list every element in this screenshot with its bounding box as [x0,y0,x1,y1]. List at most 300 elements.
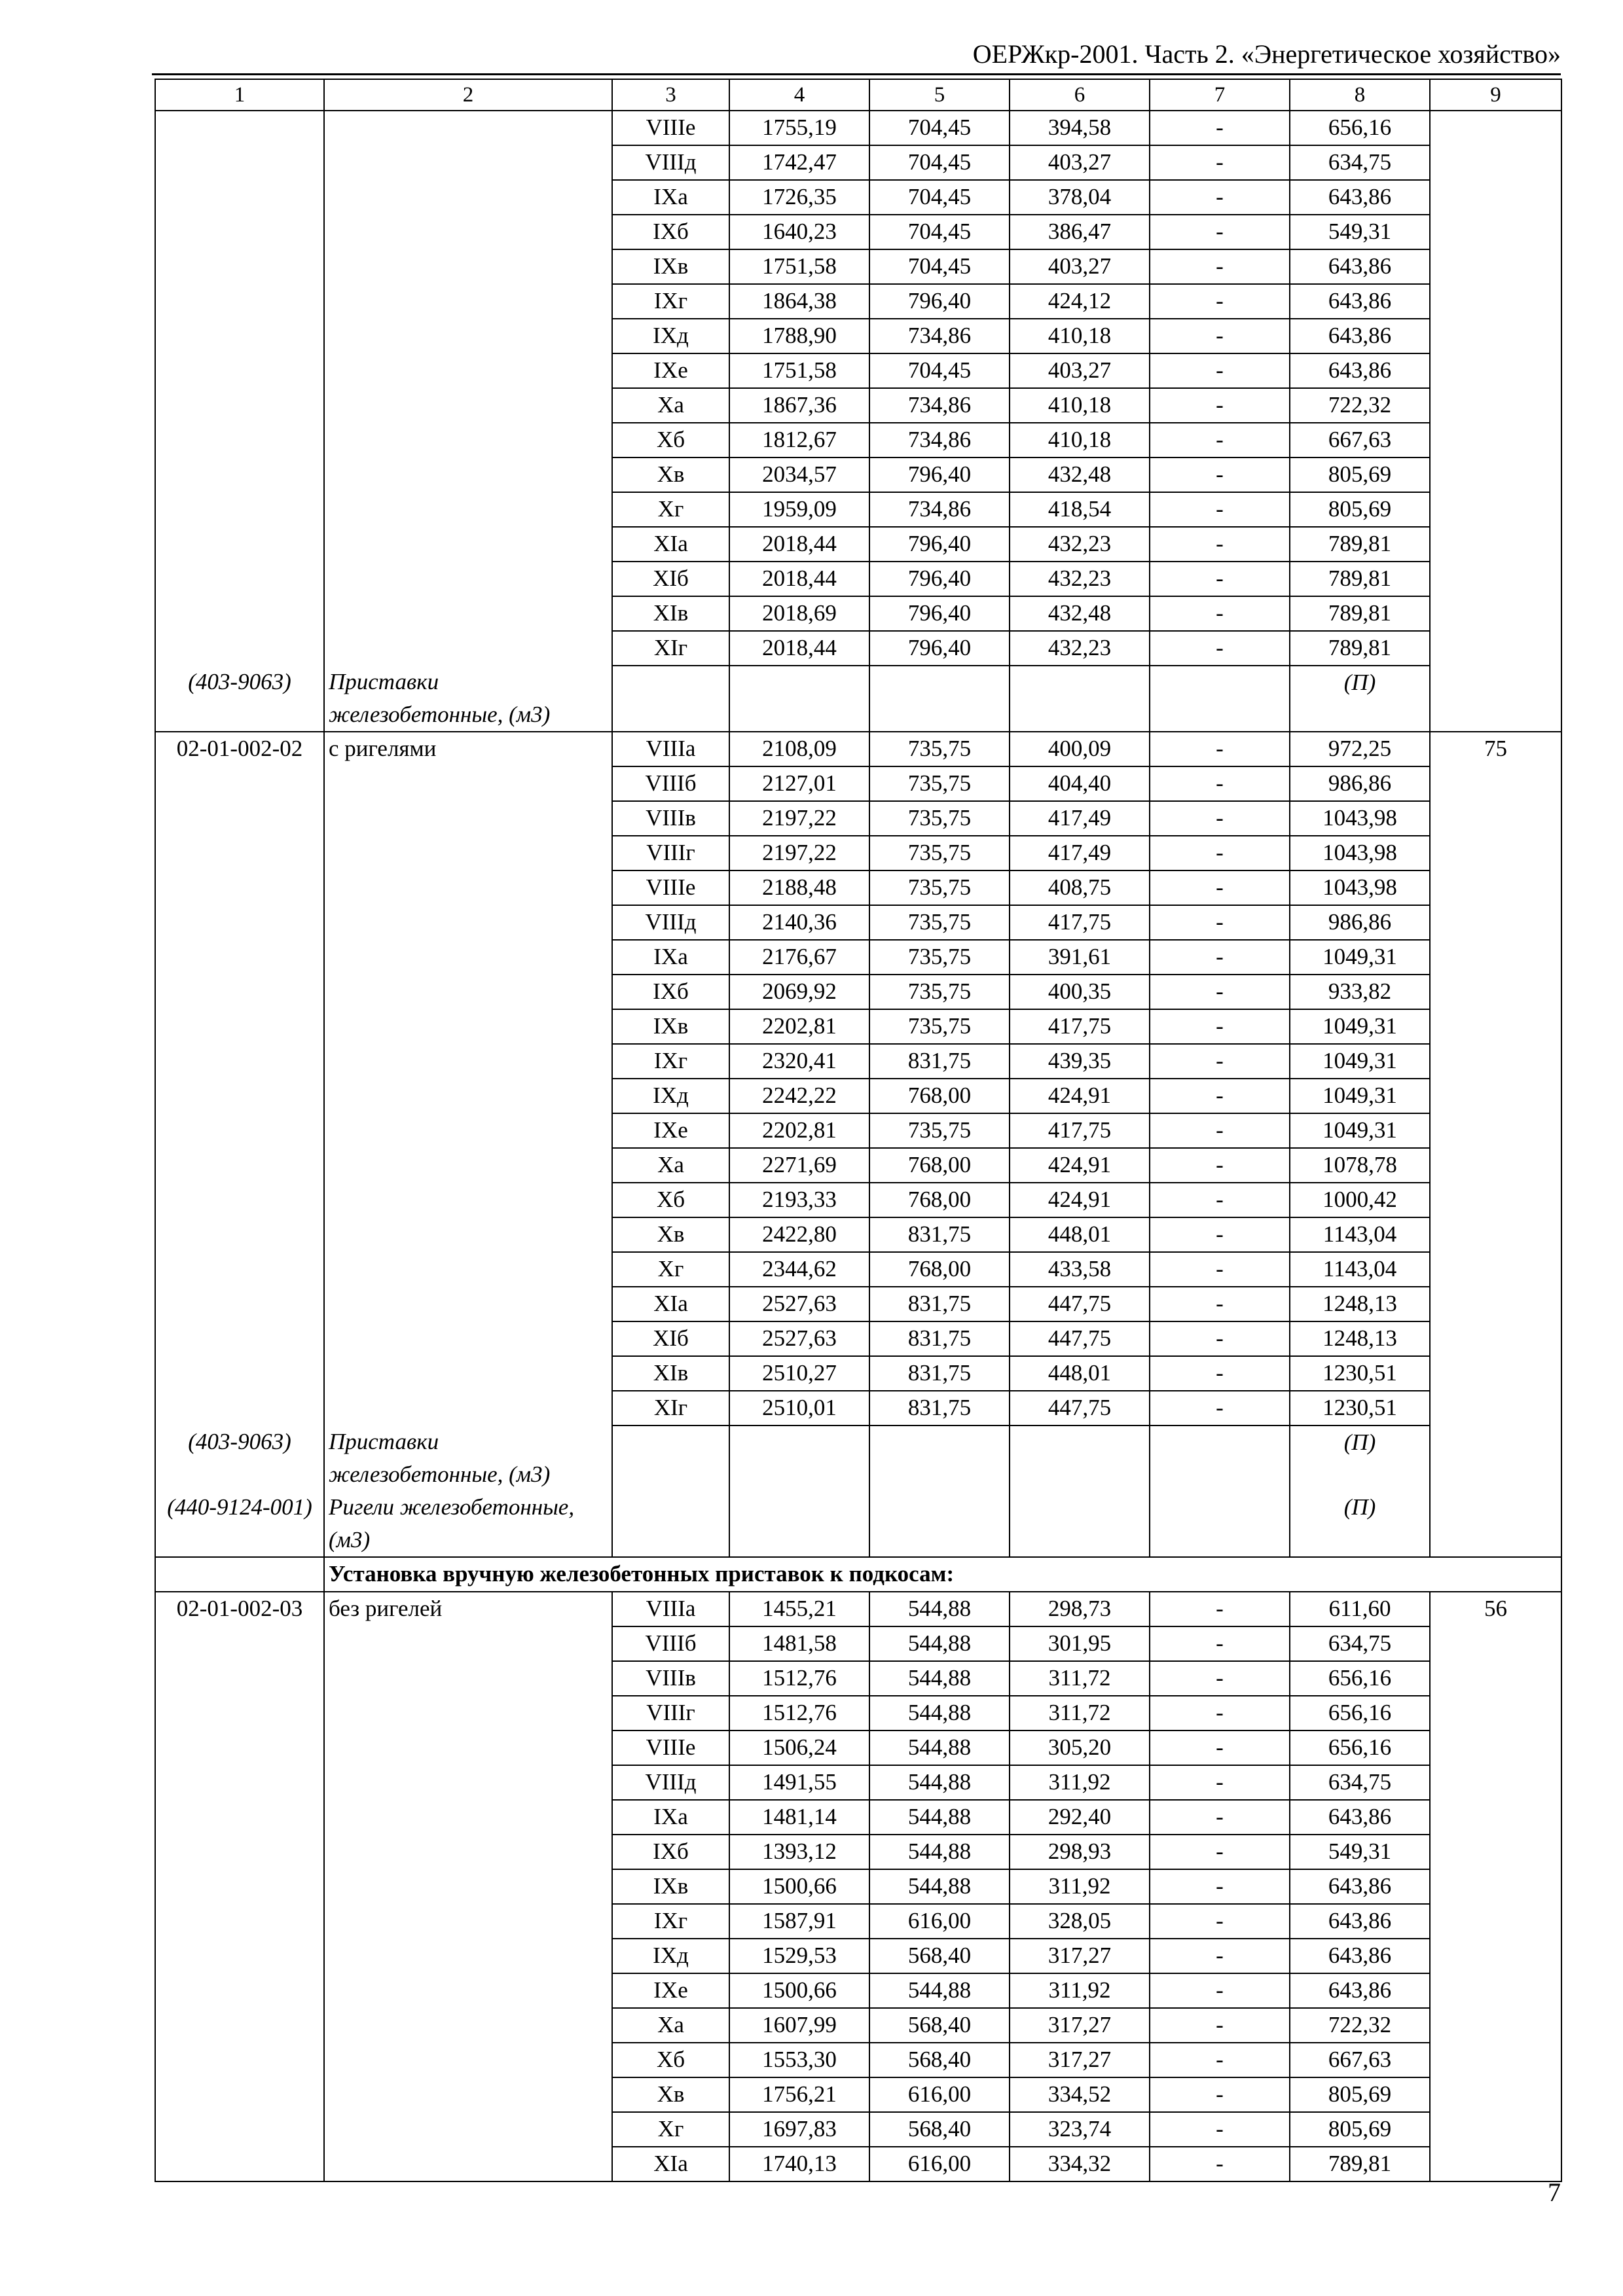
resource-name-cell: Приставки железобетонные, (м3) [324,1426,612,1491]
materials-cell: 643,86 [1290,353,1430,388]
materials-cell: 1049,31 [1290,940,1430,975]
section-title-row [155,1557,1561,1592]
machines-cell: 410,18 [1010,423,1150,457]
wages-cell: 735,75 [869,732,1010,766]
materials-cell: 1230,51 [1290,1391,1430,1426]
machines-cell: 432,23 [1010,527,1150,562]
drivers-wages-cell: - [1150,1835,1290,1869]
column-number-1: 1 [155,79,324,111]
drivers-wages-cell: - [1150,562,1290,596]
total-cost-cell: 2188,48 [729,870,869,905]
group-cell: XIг [612,631,729,666]
wages-cell: 544,88 [869,1869,1010,1904]
table-row [155,1592,1561,1626]
machines-cell: 417,75 [1010,1009,1150,1044]
drivers-wages-cell: - [1150,2077,1290,2112]
drivers-wages-cell: - [1150,1973,1290,2008]
total-cost-cell: 2034,57 [729,457,869,492]
group-cell: Xб [612,2043,729,2077]
materials-cell: 643,86 [1290,319,1430,353]
wages-cell: 704,45 [869,249,1010,284]
empty-cell [155,1557,324,1592]
wages-cell: 544,88 [869,1592,1010,1626]
materials-cell: 643,86 [1290,249,1430,284]
total-cost-cell: 2344,62 [729,1252,869,1287]
group-cell: XIб [612,562,729,596]
machines-cell: 424,91 [1010,1148,1150,1183]
materials-cell: 1043,98 [1290,801,1430,836]
group-cell: Xа [612,1148,729,1183]
group-cell: VIIIг [612,836,729,870]
materials-cell: 549,31 [1290,1835,1430,1869]
empty-cell [729,1426,869,1491]
wages-cell: 704,45 [869,353,1010,388]
group-cell: Xг [612,1252,729,1287]
norm-name-cell [324,111,612,666]
materials-cell: 1043,98 [1290,870,1430,905]
drivers-wages-cell: - [1150,1044,1290,1079]
total-cost-cell: 2527,63 [729,1287,869,1321]
machines-cell: 417,75 [1010,905,1150,940]
wages-cell: 796,40 [869,527,1010,562]
wages-cell: 568,40 [869,2043,1010,2077]
drivers-wages-cell: - [1150,1113,1290,1148]
machines-cell: 417,75 [1010,1113,1150,1148]
group-cell: VIIIе [612,1731,729,1765]
machines-cell: 400,09 [1010,732,1150,766]
group-cell: XIб [612,1321,729,1356]
materials-cell: 722,32 [1290,2008,1430,2043]
table-row [155,732,1561,766]
machines-cell: 424,91 [1010,1079,1150,1113]
norm-name-cell: с ригелями [324,732,612,1426]
wages-cell: 796,40 [869,457,1010,492]
drivers-wages-cell: - [1150,1696,1290,1731]
group-cell: IXа [612,940,729,975]
wages-cell: 796,40 [869,631,1010,666]
total-cost-cell: 1751,58 [729,249,869,284]
machines-cell: 448,01 [1010,1356,1150,1391]
drivers-wages-cell: - [1150,1939,1290,1973]
drivers-wages-cell: - [1150,284,1290,319]
drivers-wages-cell: - [1150,766,1290,801]
empty-cell [612,1491,729,1557]
total-cost-cell: 2242,22 [729,1079,869,1113]
materials-cell: 643,86 [1290,284,1430,319]
labor-cost-cell: 75 [1430,732,1561,1557]
total-cost-cell: 2127,01 [729,766,869,801]
total-cost-cell: 2193,33 [729,1183,869,1217]
wages-cell: 831,75 [869,1217,1010,1252]
drivers-wages-cell: - [1150,1904,1290,1939]
drivers-wages-cell: - [1150,319,1290,353]
machines-cell: 298,93 [1010,1835,1150,1869]
norm-code-cell: 02-01-002-03 [155,1592,324,2181]
machines-cell: 417,49 [1010,836,1150,870]
materials-cell: 789,81 [1290,527,1430,562]
wages-cell: 734,86 [869,423,1010,457]
total-cost-cell: 2176,67 [729,940,869,975]
column-numbers-row [155,79,1561,111]
total-cost-cell: 1587,91 [729,1904,869,1939]
machines-cell: 432,48 [1010,596,1150,631]
group-cell: IXг [612,284,729,319]
resource-mark-cell: (П) [1290,1491,1430,1557]
labor-cost-cell: 56 [1430,1592,1561,2181]
machines-cell: 305,20 [1010,1731,1150,1765]
drivers-wages-cell: - [1150,492,1290,527]
wages-cell: 735,75 [869,1113,1010,1148]
machines-cell: 424,12 [1010,284,1150,319]
empty-cell [1010,1491,1150,1557]
norm-code-cell: 02-01-002-02 [155,732,324,1426]
drivers-wages-cell: - [1150,1217,1290,1252]
wages-cell: 544,88 [869,1626,1010,1661]
total-cost-cell: 2510,01 [729,1391,869,1426]
column-number-9: 9 [1430,79,1561,111]
wages-cell: 544,88 [869,1731,1010,1765]
drivers-wages-cell: - [1150,1765,1290,1800]
group-cell: VIIIв [612,801,729,836]
resource-code-cell: (403-9063) [155,1426,324,1491]
labor-cost-cell [1430,111,1561,732]
total-cost-cell: 1788,90 [729,319,869,353]
group-cell: Xа [612,388,729,423]
total-cost-cell: 1742,47 [729,145,869,180]
wages-cell: 704,45 [869,215,1010,249]
machines-cell: 448,01 [1010,1217,1150,1252]
total-cost-cell: 1512,76 [729,1696,869,1731]
machines-cell: 323,74 [1010,2112,1150,2147]
group-cell: Xг [612,492,729,527]
wages-cell: 735,75 [869,870,1010,905]
materials-cell: 643,86 [1290,180,1430,215]
group-cell: VIIIб [612,766,729,801]
drivers-wages-cell: - [1150,249,1290,284]
column-number-3: 3 [612,79,729,111]
machines-cell: 408,75 [1010,870,1150,905]
materials-cell: 1000,42 [1290,1183,1430,1217]
machines-cell: 311,92 [1010,1973,1150,2008]
drivers-wages-cell: - [1150,975,1290,1009]
wages-cell: 704,45 [869,111,1010,145]
materials-cell: 789,81 [1290,631,1430,666]
machines-cell: 418,54 [1010,492,1150,527]
group-cell: XIа [612,1287,729,1321]
group-cell: IXв [612,249,729,284]
empty-cell [869,666,1010,732]
materials-cell: 1248,13 [1290,1287,1430,1321]
drivers-wages-cell: - [1150,905,1290,940]
total-cost-cell: 1553,30 [729,2043,869,2077]
machines-cell: 424,91 [1010,1183,1150,1217]
materials-cell: 1230,51 [1290,1356,1430,1391]
total-cost-cell: 1864,38 [729,284,869,319]
drivers-wages-cell: - [1150,457,1290,492]
machines-cell: 394,58 [1010,111,1150,145]
total-cost-cell: 2108,09 [729,732,869,766]
wages-cell: 616,00 [869,2077,1010,2112]
page-header-title: ОЕРЖкр-2001. Часть 2. «Энергетическое хозяйство» [972,39,1561,69]
group-cell: Xб [612,423,729,457]
wages-cell: 568,40 [869,1939,1010,1973]
resource-name-cell: Приставки железобетонные, (м3) [324,666,612,732]
group-cell: IXб [612,1835,729,1869]
wages-cell: 735,75 [869,766,1010,801]
group-cell: Xг [612,2112,729,2147]
wages-cell: 568,40 [869,2008,1010,2043]
group-cell: VIIIе [612,111,729,145]
materials-cell: 789,81 [1290,562,1430,596]
materials-cell: 656,16 [1290,1731,1430,1765]
materials-cell: 634,75 [1290,1626,1430,1661]
materials-cell: 1143,04 [1290,1217,1430,1252]
wages-cell: 735,75 [869,975,1010,1009]
total-cost-cell: 1755,19 [729,111,869,145]
materials-cell: 1248,13 [1290,1321,1430,1356]
machines-cell: 410,18 [1010,319,1150,353]
drivers-wages-cell: - [1150,145,1290,180]
materials-cell: 986,86 [1290,905,1430,940]
drivers-wages-cell: - [1150,1148,1290,1183]
total-cost-cell: 1751,58 [729,353,869,388]
norm-name-cell: без ригелей [324,1592,612,2181]
wages-cell: 796,40 [869,284,1010,319]
total-cost-cell: 1481,14 [729,1800,869,1835]
drivers-wages-cell: - [1150,1287,1290,1321]
total-cost-cell: 1756,21 [729,2077,869,2112]
total-cost-cell: 1812,67 [729,423,869,457]
group-cell: IXб [612,215,729,249]
wages-cell: 735,75 [869,801,1010,836]
empty-cell [1150,666,1290,732]
total-cost-cell: 2197,22 [729,801,869,836]
column-number-6: 6 [1010,79,1150,111]
total-cost-cell: 2018,44 [729,527,869,562]
empty-cell [1010,1426,1150,1491]
total-cost-cell: 2271,69 [729,1148,869,1183]
group-cell: Xб [612,1183,729,1217]
materials-cell: 805,69 [1290,457,1430,492]
empty-cell [729,666,869,732]
total-cost-cell: 1697,83 [729,2112,869,2147]
machines-cell: 432,23 [1010,562,1150,596]
wages-cell: 796,40 [869,596,1010,631]
total-cost-cell: 1607,99 [729,2008,869,2043]
group-cell: VIIIд [612,905,729,940]
group-cell: VIIIа [612,732,729,766]
group-cell: IXе [612,1113,729,1148]
materials-cell: 789,81 [1290,596,1430,631]
drivers-wages-cell: - [1150,2043,1290,2077]
column-number-8: 8 [1290,79,1430,111]
total-cost-cell: 1726,35 [729,180,869,215]
header-rule [152,73,1561,75]
column-number-5: 5 [869,79,1010,111]
group-cell: XIа [612,527,729,562]
total-cost-cell: 1500,66 [729,1973,869,2008]
resource-row [155,1491,1561,1557]
wages-cell: 544,88 [869,1835,1010,1869]
total-cost-cell: 1959,09 [729,492,869,527]
group-cell: IXа [612,180,729,215]
column-number-4: 4 [729,79,869,111]
group-cell: Xв [612,2077,729,2112]
group-cell: XIв [612,1356,729,1391]
materials-cell: 643,86 [1290,1973,1430,2008]
empty-cell [1150,1491,1290,1557]
wages-cell: 704,45 [869,145,1010,180]
drivers-wages-cell: - [1150,215,1290,249]
materials-cell: 1049,31 [1290,1079,1430,1113]
total-cost-cell: 2140,36 [729,905,869,940]
resource-row [155,1426,1561,1491]
total-cost-cell: 1867,36 [729,388,869,423]
group-cell: VIIIг [612,1696,729,1731]
drivers-wages-cell: - [1150,1183,1290,1217]
group-cell: Xв [612,1217,729,1252]
column-number-2: 2 [324,79,612,111]
wages-cell: 734,86 [869,492,1010,527]
drivers-wages-cell: - [1150,2147,1290,2181]
total-cost-cell: 1455,21 [729,1592,869,1626]
drivers-wages-cell: - [1150,870,1290,905]
machines-cell: 403,27 [1010,249,1150,284]
group-cell: XIг [612,1391,729,1426]
wages-cell: 734,86 [869,319,1010,353]
machines-cell: 432,48 [1010,457,1150,492]
wages-cell: 831,75 [869,1044,1010,1079]
wages-cell: 768,00 [869,1079,1010,1113]
materials-cell: 643,86 [1290,1869,1430,1904]
machines-cell: 403,27 [1010,353,1150,388]
total-cost-cell: 1491,55 [729,1765,869,1800]
machines-cell: 417,49 [1010,801,1150,836]
machines-cell: 378,04 [1010,180,1150,215]
machines-cell: 433,58 [1010,1252,1150,1287]
total-cost-cell: 1393,12 [729,1835,869,1869]
wages-cell: 735,75 [869,905,1010,940]
table-body [155,79,1561,2181]
machines-cell: 328,05 [1010,1904,1150,1939]
column-number-7: 7 [1150,79,1290,111]
wages-cell: 544,88 [869,1765,1010,1800]
materials-cell: 805,69 [1290,2112,1430,2147]
total-cost-cell: 1640,23 [729,215,869,249]
group-cell: Xв [612,457,729,492]
total-cost-cell: 1740,13 [729,2147,869,2181]
total-cost-cell: 2422,80 [729,1217,869,1252]
total-cost-cell: 2069,92 [729,975,869,1009]
group-cell: Xа [612,2008,729,2043]
drivers-wages-cell: - [1150,111,1290,145]
materials-cell: 643,86 [1290,1800,1430,1835]
norms-table [155,79,1562,2182]
group-cell: IXе [612,1973,729,2008]
group-cell: IXа [612,1800,729,1835]
table-row [155,111,1561,145]
group-cell: IXд [612,1939,729,1973]
drivers-wages-cell: - [1150,1321,1290,1356]
materials-cell: 643,86 [1290,1939,1430,1973]
drivers-wages-cell: - [1150,1869,1290,1904]
machines-cell: 301,95 [1010,1626,1150,1661]
drivers-wages-cell: - [1150,1252,1290,1287]
materials-cell: 634,75 [1290,1765,1430,1800]
resource-row [155,666,1561,732]
group-cell: IXд [612,319,729,353]
machines-cell: 410,18 [1010,388,1150,423]
total-cost-cell: 2018,44 [729,631,869,666]
page-number: 7 [1548,2178,1561,2207]
drivers-wages-cell: - [1150,2008,1290,2043]
drivers-wages-cell: - [1150,1391,1290,1426]
materials-cell: 549,31 [1290,215,1430,249]
wages-cell: 544,88 [869,1661,1010,1696]
drivers-wages-cell: - [1150,423,1290,457]
drivers-wages-cell: - [1150,1661,1290,1696]
materials-cell: 805,69 [1290,492,1430,527]
materials-cell: 656,16 [1290,1696,1430,1731]
empty-cell [1010,666,1150,732]
drivers-wages-cell: - [1150,836,1290,870]
materials-cell: 1049,31 [1290,1044,1430,1079]
materials-cell: 611,60 [1290,1592,1430,1626]
wages-cell: 768,00 [869,1252,1010,1287]
materials-cell: 1043,98 [1290,836,1430,870]
materials-cell: 667,63 [1290,423,1430,457]
group-cell: IXе [612,353,729,388]
machines-cell: 386,47 [1010,215,1150,249]
group-cell: IXб [612,975,729,1009]
total-cost-cell: 1512,76 [729,1661,869,1696]
machines-cell: 447,75 [1010,1321,1150,1356]
machines-cell: 311,92 [1010,1765,1150,1800]
materials-cell: 986,86 [1290,766,1430,801]
drivers-wages-cell: - [1150,1592,1290,1626]
wages-cell: 831,75 [869,1391,1010,1426]
drivers-wages-cell: - [1150,1009,1290,1044]
materials-cell: 805,69 [1290,2077,1430,2112]
group-cell: IXд [612,1079,729,1113]
materials-cell: 643,86 [1290,1904,1430,1939]
resource-code-cell: (403-9063) [155,666,324,732]
drivers-wages-cell: - [1150,353,1290,388]
materials-cell: 933,82 [1290,975,1430,1009]
total-cost-cell: 1529,53 [729,1939,869,1973]
total-cost-cell: 2197,22 [729,836,869,870]
empty-cell [869,1491,1010,1557]
machines-cell: 447,75 [1010,1287,1150,1321]
machines-cell: 404,40 [1010,766,1150,801]
machines-cell: 317,27 [1010,1939,1150,1973]
total-cost-cell: 2202,81 [729,1009,869,1044]
empty-cell [729,1491,869,1557]
wages-cell: 704,45 [869,180,1010,215]
drivers-wages-cell: - [1150,940,1290,975]
empty-cell [612,666,729,732]
machines-cell: 311,72 [1010,1661,1150,1696]
wages-cell: 616,00 [869,2147,1010,2181]
wages-cell: 796,40 [869,562,1010,596]
machines-cell: 292,40 [1010,1800,1150,1835]
total-cost-cell: 2018,69 [729,596,869,631]
materials-cell: 667,63 [1290,2043,1430,2077]
materials-cell: 1143,04 [1290,1252,1430,1287]
machines-cell: 311,92 [1010,1869,1150,1904]
resource-mark-cell: (П) [1290,666,1430,732]
group-cell: VIIIд [612,1765,729,1800]
